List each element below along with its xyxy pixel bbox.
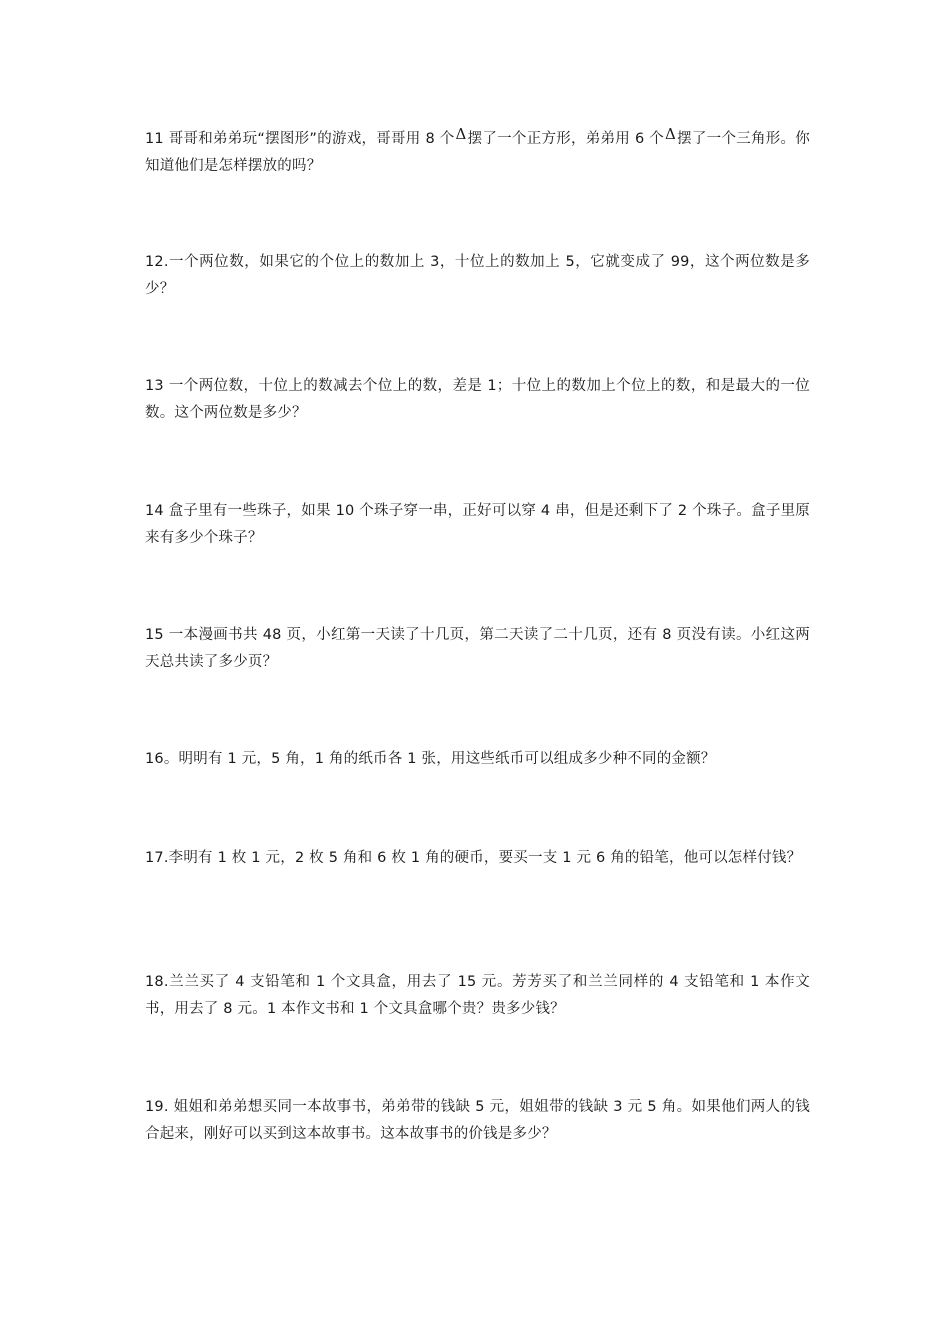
question-11: [145, 125, 810, 180]
triangle-symbol: Δ: [455, 125, 467, 143]
question-16: 16。明明有 1 元，5 角，1 角的纸币各 1 张，用这些纸币可以组成多少种不同的金额？: [145, 751, 716, 767]
question-17: 17.李明有 1 枚 1 元，2 枚 5 角和 6 枚 1 角的硬币，要买一支 1 元 6 角的铅笔，他可以怎样付钱？: [145, 850, 802, 866]
question-11-text-part1: 11 哥哥和弟弟玩“摆图形”的游戏，哥哥用 8 个: [145, 131, 455, 147]
question-19: 19. 姐姐和弟弟想买同一本故事书，弟弟带的钱缺 5 元，姐姐带的钱缺 3 元 5 角。如果他们两人的钱合起来，刚好可以买到这本故事书。这本故事书的价钱是多少？: [145, 1099, 810, 1142]
question-14: 14 盒子里有一些珠子，如果 10 个珠子穿一串，正好可以穿 4 串，但是还剩下了 2 个珠子。盒子里原来有多少个珠子？: [145, 503, 810, 546]
question-15: 15 一本漫画书共 48 页，小红第一天读了十几页，第二天读了二十几页，还有 8 页没有读。小红这两天总共读了多少页？: [145, 627, 810, 670]
question-11-text-part3: 摆了一个三角形。你知道他们是怎样摆放的吗？: [145, 131, 810, 174]
question-13: 13 一个两位数，十位上的数减去个位上的数，差是 1；十位上的数加上个位上的数，和是最大的一位数。这个两位数是多少？: [145, 378, 810, 421]
triangle-symbol: Δ: [665, 125, 677, 143]
question-18: 18.兰兰买了 4 支铅笔和 1 个文具盒，用去了 15 元。芳芳买了和兰兰同样的 4 支铅笔和 1 本作文书，用去了 8 元。1 本作文书和 1 个文具盒哪个贵？贵多少钱？: [145, 974, 810, 1017]
question-12: 12.一个两位数，如果它的个位上的数加上 3，十位上的数加上 5，它就变成了 99，这个两位数是多少？: [145, 254, 810, 297]
question-11-text-part2: 摆了一个正方形，弟弟用 6 个: [467, 131, 665, 147]
